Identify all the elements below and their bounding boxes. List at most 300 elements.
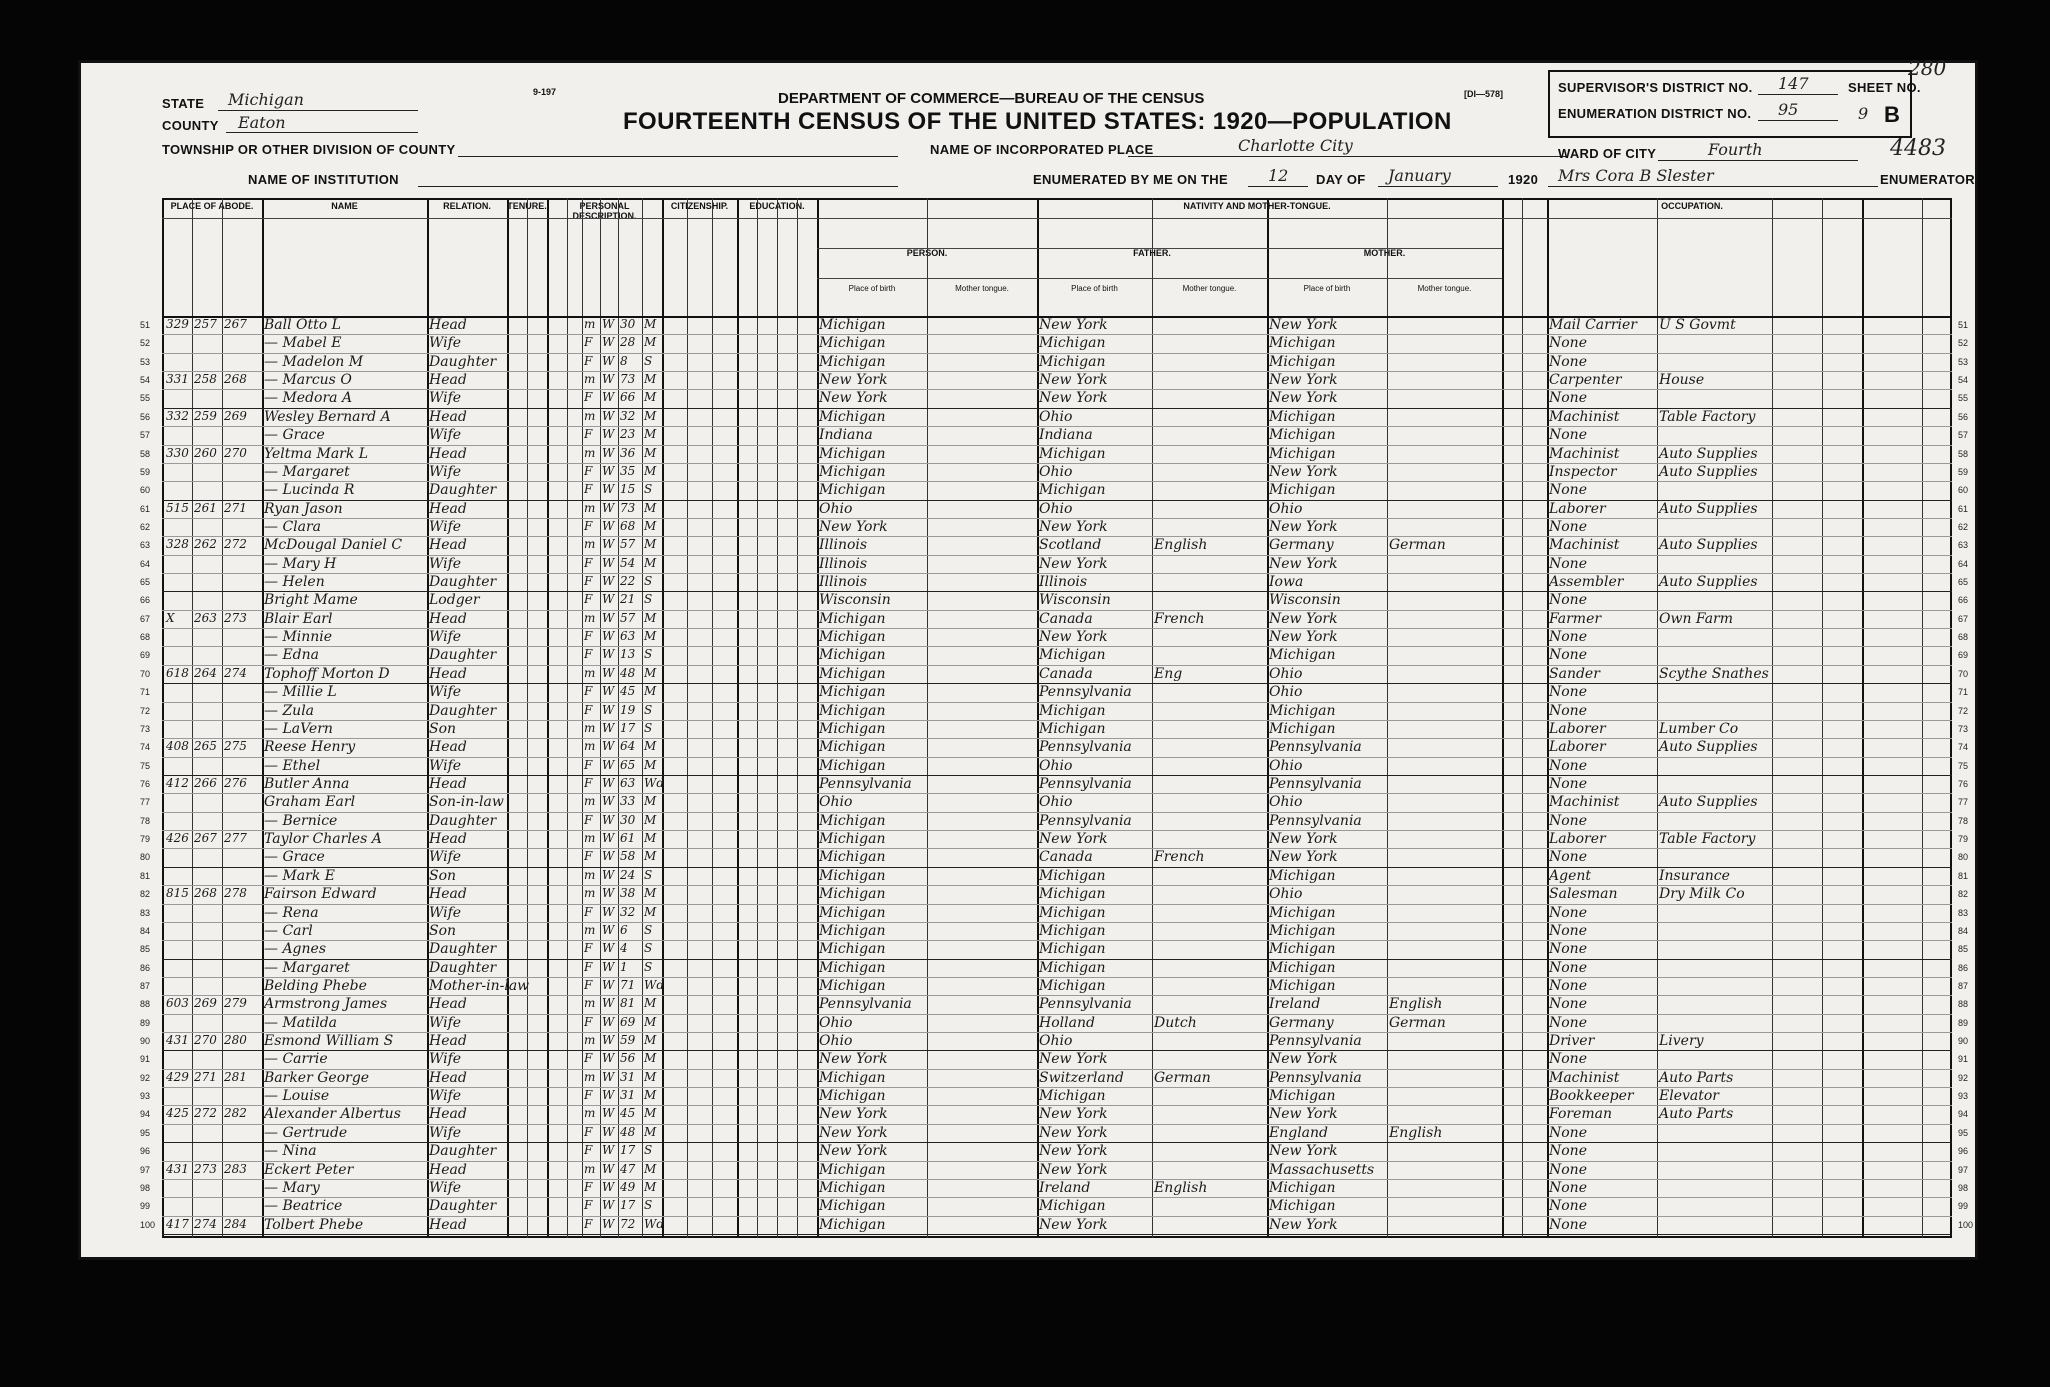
cell-mpob: England — [1269, 1124, 1329, 1141]
cell-occ: None — [1549, 390, 1587, 407]
cell-fam: 266 — [194, 776, 217, 790]
cell-pob: Michigan — [819, 922, 886, 939]
cell-fpob: Ohio — [1039, 757, 1073, 774]
cell-pob: Michigan — [819, 1088, 886, 1105]
cell-ind: Auto Supplies — [1659, 445, 1758, 462]
cell-fam: 262 — [194, 537, 217, 552]
cell-ms: S — [644, 941, 653, 956]
cell-fpob: Michigan — [1039, 922, 1106, 939]
cell-name: Ryan Jason — [264, 500, 343, 517]
cell-color: W — [602, 427, 615, 442]
line-number: 77 — [1958, 797, 1969, 808]
cell-age: 31 — [620, 1069, 636, 1084]
cell-age: 48 — [620, 665, 636, 680]
cell-fpob: New York — [1039, 372, 1108, 389]
cell-age: 38 — [620, 886, 636, 901]
cell-sex: F — [584, 1051, 593, 1066]
group-personal: PERSONAL DESCRIPTION. — [572, 201, 637, 221]
line-number: 70 — [140, 668, 151, 679]
cell-mpob: Ohio — [1269, 886, 1303, 903]
cell-ms: M — [644, 996, 657, 1011]
cell-fpob: Michigan — [1039, 867, 1106, 884]
cell-age: 73 — [620, 372, 636, 387]
cell-age: 19 — [620, 702, 636, 717]
cell-color: W — [602, 1198, 615, 1213]
line-number: 72 — [140, 705, 151, 716]
cell-pob: Michigan — [819, 684, 886, 701]
cell-fpob: Ohio — [1039, 408, 1073, 425]
cell-fpob: New York — [1039, 518, 1108, 535]
cell-fpob: Pennsylvania — [1039, 812, 1132, 829]
enumerator-label: ENUMERATOR — [1880, 172, 1975, 187]
cell-occ: None — [1549, 812, 1587, 829]
person-tongue-header: Mother tongue. — [955, 284, 1009, 293]
cell-ms: S — [644, 482, 653, 497]
stamp-page-number: 280 — [1908, 56, 1947, 80]
cell-name: Blair Earl — [264, 610, 333, 627]
line-number: 97 — [140, 1164, 151, 1175]
cell-ms: M — [644, 1051, 657, 1066]
cell-ind: Auto Supplies — [1659, 739, 1758, 756]
column-rule — [1772, 198, 1773, 1238]
cell-mpob: New York — [1269, 372, 1338, 389]
cell-fpob: Michigan — [1039, 977, 1106, 994]
line-number: 89 — [140, 1017, 151, 1028]
cell-pob: Indiana — [819, 427, 873, 444]
cell-occ: Machinist — [1549, 1069, 1620, 1086]
group-name: NAME — [331, 201, 358, 211]
cell-pob: Ohio — [819, 500, 853, 517]
line-number: 73 — [1958, 723, 1969, 734]
group-father: FATHER. — [1133, 248, 1171, 258]
county-label: COUNTY — [162, 118, 219, 133]
cell-color: W — [602, 1051, 615, 1066]
cell-fam: 270 — [194, 1033, 217, 1048]
cell-color: W — [602, 867, 615, 882]
mother-pob-header: Place of birth — [1303, 284, 1351, 293]
cell-age: 64 — [620, 739, 636, 754]
cell-ftongue: French — [1154, 610, 1205, 627]
cell-rel: Head — [429, 1069, 467, 1086]
cell-name: Fairson Edward — [264, 886, 377, 903]
line-number: 57 — [1958, 430, 1969, 441]
cell-mpob: Michigan — [1269, 904, 1336, 921]
line-number: 94 — [140, 1109, 151, 1120]
cell-dw: 331 — [166, 372, 189, 387]
cell-age: 4 — [620, 941, 628, 956]
cell-ms: Wd — [644, 1216, 665, 1231]
cell-color: W — [602, 317, 615, 331]
line-number: 96 — [140, 1146, 151, 1157]
cell-sex: m — [584, 610, 596, 625]
cell-rel: Daughter — [429, 1143, 497, 1160]
cell-fpob: Michigan — [1039, 702, 1106, 719]
cell-rel: Head — [429, 372, 467, 389]
cell-ms: M — [644, 408, 657, 423]
cell-occ: None — [1549, 1216, 1587, 1233]
ed-value: 95 — [1778, 100, 1799, 119]
line-number: 71 — [140, 687, 151, 698]
cell-vis: 275 — [224, 739, 247, 754]
cell-age: 32 — [620, 904, 636, 919]
cell-rel: Wife — [429, 555, 462, 572]
line-number: 85 — [1958, 944, 1969, 955]
line-number: 91 — [1958, 1054, 1969, 1065]
line-number: 83 — [140, 907, 151, 918]
cell-name: — Margaret — [264, 463, 350, 480]
cell-color: W — [602, 1088, 615, 1103]
cell-name: — Zula — [264, 702, 315, 719]
cell-rel: Lodger — [429, 592, 480, 609]
cell-name: — Margaret — [264, 959, 350, 976]
header-rule — [162, 218, 1952, 219]
cell-name: — Louise — [264, 1088, 330, 1105]
cell-sex: F — [584, 482, 593, 497]
cell-pob: Wisconsin — [819, 592, 891, 609]
cell-color: W — [602, 1106, 615, 1121]
cell-occ: Carpenter — [1549, 372, 1622, 389]
cell-fam: 264 — [194, 665, 217, 680]
census-sheet — [78, 56, 1978, 1260]
column-rule — [192, 198, 193, 1238]
cell-fam: 261 — [194, 500, 217, 515]
cell-occ: Laborer — [1549, 720, 1606, 737]
cell-color: W — [602, 996, 615, 1011]
cell-occ: None — [1549, 555, 1587, 572]
father-pob-header: Place of birth — [1071, 284, 1118, 293]
column-rule — [757, 198, 758, 1238]
cell-ind: Auto Parts — [1659, 1069, 1734, 1086]
cell-color: W — [602, 445, 615, 460]
cell-ind: Table Factory — [1659, 831, 1756, 848]
cell-fam: 273 — [194, 1161, 217, 1176]
column-rule — [687, 198, 688, 1238]
cell-rel: Son-in-law — [429, 794, 504, 811]
cell-ms: M — [644, 831, 657, 846]
cell-rel: Wife — [429, 1179, 462, 1196]
cell-age: 63 — [620, 629, 636, 644]
cell-color: W — [602, 1216, 615, 1231]
cell-sex: F — [584, 941, 593, 956]
cell-vis: 276 — [224, 776, 247, 790]
line-number: 100 — [1958, 1219, 1974, 1230]
cell-rel: Daughter — [429, 702, 497, 719]
line-number: 66 — [140, 595, 151, 606]
cell-fpob: Ohio — [1039, 463, 1073, 480]
father-tongue-header: Mother tongue. — [1182, 284, 1237, 293]
cell-sex: m — [584, 996, 596, 1011]
cell-name: Bright Mame — [264, 592, 358, 609]
cell-fam: 260 — [194, 445, 217, 460]
cell-fpob: Pennsylvania — [1039, 776, 1132, 792]
cell-pob: Michigan — [819, 702, 886, 719]
cell-mpob: Pennsylvania — [1269, 1033, 1362, 1050]
line-number: 64 — [1958, 558, 1969, 569]
cell-sex: F — [584, 1124, 593, 1139]
cell-sex: F — [584, 629, 593, 644]
cell-sex: m — [584, 665, 596, 680]
cell-mpob: Pennsylvania — [1269, 812, 1362, 829]
cell-name: Armstrong James — [264, 996, 388, 1013]
cell-name: — Edna — [264, 647, 319, 664]
cell-ind: Scythe Snathes — [1659, 665, 1769, 682]
cell-age: 30 — [620, 812, 636, 827]
line-number: 52 — [1958, 338, 1969, 349]
cell-fam: 265 — [194, 739, 217, 754]
line-number: 59 — [1958, 466, 1969, 477]
cell-ms: M — [644, 904, 657, 919]
cell-sex: F — [584, 335, 593, 350]
cell-age: 65 — [620, 757, 636, 772]
cell-mpob: Michigan — [1269, 959, 1336, 976]
cell-pob: Illinois — [819, 537, 868, 554]
cell-name: Butler Anna — [264, 776, 350, 792]
cell-color: W — [602, 647, 615, 662]
cell-occ: None — [1549, 518, 1587, 535]
cell-ms: S — [644, 1198, 653, 1213]
cell-rel: Wife — [429, 904, 462, 921]
cell-color: W — [602, 757, 615, 772]
cell-color: W — [602, 537, 615, 552]
supervisor-label: SUPERVISOR'S DISTRICT NO. — [1558, 80, 1753, 95]
county-underline — [226, 132, 418, 133]
cell-sex: m — [584, 408, 596, 423]
department-title: DEPARTMENT OF COMMERCE—BUREAU OF THE CENSUS — [778, 90, 1205, 107]
cell-age: 36 — [620, 445, 636, 460]
cell-mpob: New York — [1269, 555, 1338, 572]
cell-fpob: New York — [1039, 1161, 1108, 1178]
cell-pob: Michigan — [819, 1179, 886, 1196]
cell-fpob: Switzerland — [1039, 1069, 1124, 1086]
cell-age: 21 — [620, 592, 636, 607]
cell-color: W — [602, 684, 615, 699]
cell-color: W — [602, 739, 615, 754]
cell-ftongue: English — [1154, 1179, 1208, 1196]
cell-name: — Clara — [264, 518, 322, 535]
line-number: 74 — [1958, 742, 1969, 753]
cell-vis: 267 — [224, 317, 247, 331]
cell-age: 8 — [620, 353, 628, 368]
cell-fpob: New York — [1039, 555, 1108, 572]
header-rule — [817, 278, 1502, 279]
cell-age: 63 — [620, 776, 636, 790]
cell-age: 71 — [620, 977, 636, 992]
cell-ms: M — [644, 665, 657, 680]
cell-sex: m — [584, 794, 596, 809]
cell-age: 48 — [620, 1124, 636, 1139]
cell-pob: Michigan — [819, 886, 886, 903]
line-number: 56 — [1958, 411, 1969, 422]
cell-occ: Mail Carrier — [1549, 317, 1637, 333]
cell-mpob: Ohio — [1269, 665, 1303, 682]
column-rule — [547, 198, 549, 1238]
cell-age: 30 — [620, 317, 636, 331]
cell-pob: Michigan — [819, 720, 886, 737]
cell-rel: Head — [429, 445, 467, 462]
cell-ind: Auto Parts — [1659, 1106, 1734, 1123]
cell-name: Esmond William S — [264, 1033, 394, 1050]
line-number: 79 — [1958, 834, 1969, 845]
cell-pob: New York — [819, 1106, 888, 1123]
cell-color: W — [602, 555, 615, 570]
cell-occ: Machinist — [1549, 537, 1620, 554]
cell-rel: Head — [429, 996, 467, 1013]
cell-pob: Michigan — [819, 610, 886, 627]
cell-name: Belding Phebe — [264, 977, 367, 994]
cell-vis: 283 — [224, 1161, 247, 1176]
cell-mpob: Michigan — [1269, 647, 1336, 664]
cell-fpob: Pennsylvania — [1039, 684, 1132, 701]
cell-color: W — [602, 776, 615, 790]
cell-mpob: New York — [1269, 831, 1338, 848]
line-number: 74 — [140, 742, 151, 753]
line-number: 64 — [140, 558, 151, 569]
cell-fpob: Indiana — [1039, 427, 1093, 444]
cell-sex: F — [584, 959, 593, 974]
cell-ms: S — [644, 702, 653, 717]
line-number: 71 — [1958, 687, 1969, 698]
cell-age: 58 — [620, 849, 636, 864]
cell-color: W — [602, 463, 615, 478]
cell-name: — Ethel — [264, 757, 321, 774]
cell-fpob: Canada — [1039, 610, 1093, 627]
cell-mpob: Ireland — [1269, 996, 1321, 1013]
cell-fam: 268 — [194, 886, 217, 901]
cell-occ: None — [1549, 977, 1587, 994]
cell-occ: None — [1549, 427, 1587, 444]
cell-name: — Mark E — [264, 867, 335, 884]
line-number: 58 — [140, 448, 151, 459]
line-number: 95 — [140, 1127, 151, 1138]
cell-mpob: Ohio — [1269, 500, 1303, 517]
cell-rel: Head — [429, 739, 467, 756]
cell-name: Tolbert Phebe — [264, 1216, 364, 1233]
cell-sex: m — [584, 372, 596, 387]
cell-color: W — [602, 353, 615, 368]
line-number: 99 — [1958, 1201, 1969, 1212]
supervisor-value: 147 — [1778, 74, 1809, 93]
cell-sex: m — [584, 537, 596, 552]
cell-name: Graham Earl — [264, 794, 356, 811]
cell-ind: Lumber Co — [1659, 720, 1739, 737]
line-number: 86 — [140, 962, 151, 973]
cell-name: — Rena — [264, 904, 319, 921]
cell-name: — Nina — [264, 1143, 317, 1160]
cell-pob: Michigan — [819, 335, 886, 352]
cell-age: 31 — [620, 1088, 636, 1103]
cell-dw: 417 — [166, 1216, 189, 1231]
line-number: 93 — [1958, 1091, 1969, 1102]
cell-mtongue: German — [1389, 537, 1446, 554]
cell-sex: m — [584, 831, 596, 846]
line-number: 51 — [1958, 320, 1969, 330]
cell-pob: Michigan — [819, 739, 886, 756]
cell-age: 32 — [620, 408, 636, 423]
column-rule — [507, 198, 509, 1238]
cell-sex: F — [584, 1088, 593, 1103]
cell-color: W — [602, 592, 615, 607]
cell-mpob: Ohio — [1269, 684, 1303, 701]
cell-fpob: New York — [1039, 1106, 1108, 1123]
cell-rel: Head — [429, 1033, 467, 1050]
cell-ms: M — [644, 629, 657, 644]
line-number: 82 — [1958, 889, 1969, 900]
cell-age: 13 — [620, 647, 636, 662]
cell-color: W — [602, 849, 615, 864]
sheet-letter: B — [1884, 102, 1900, 127]
cell-mpob: New York — [1269, 317, 1338, 333]
enumerator-name: Mrs Cora B Slester — [1558, 166, 1714, 185]
cell-rel: Head — [429, 1216, 467, 1233]
cell-dw: 429 — [166, 1069, 189, 1084]
cell-pob: Michigan — [819, 353, 886, 370]
cell-age: 69 — [620, 1014, 636, 1029]
cell-rel: Wife — [429, 1051, 462, 1068]
cell-occ: Salesman — [1549, 886, 1618, 903]
cell-rel: Wife — [429, 1124, 462, 1141]
line-number: 97 — [1958, 1164, 1969, 1175]
cell-mpob: Michigan — [1269, 1179, 1336, 1196]
cell-name: Taylor Charles A — [264, 831, 382, 848]
cell-sex: F — [584, 647, 593, 662]
cell-pob: Pennsylvania — [819, 996, 912, 1013]
column-rule — [1862, 198, 1864, 1238]
cell-pob: Illinois — [819, 574, 868, 591]
column-rule — [527, 198, 528, 1238]
cell-color: W — [602, 482, 615, 497]
cell-ms: M — [644, 555, 657, 570]
cell-vis: 268 — [224, 372, 247, 387]
column-rule — [1387, 198, 1388, 1238]
cell-pob: Michigan — [819, 463, 886, 480]
cell-vis: 273 — [224, 610, 247, 625]
cell-rel: Daughter — [429, 941, 497, 958]
cell-age: 1 — [620, 959, 628, 974]
cell-dw: 431 — [166, 1033, 189, 1048]
mother-tongue-header: Mother tongue. — [1417, 284, 1472, 293]
cell-color: W — [602, 702, 615, 717]
cell-sex: m — [584, 1106, 596, 1121]
line-number: 70 — [1958, 668, 1969, 679]
group-person: PERSON. — [906, 248, 948, 258]
cell-pob: Michigan — [819, 408, 886, 425]
cell-occ: Agent — [1549, 867, 1591, 884]
cell-age: 68 — [620, 518, 636, 533]
cell-occ: None — [1549, 996, 1587, 1013]
cell-dw: X — [166, 610, 175, 625]
cell-fam: 274 — [194, 1216, 217, 1231]
cell-fpob: Canada — [1039, 665, 1093, 682]
line-number: 65 — [1958, 577, 1969, 588]
cell-ms: M — [644, 1033, 657, 1048]
form-code: [DI—578] — [1464, 89, 1504, 99]
cell-pob: Michigan — [819, 904, 886, 921]
group-education: EDUCATION. — [749, 201, 805, 211]
cell-age: 33 — [620, 794, 636, 809]
cell-ms: S — [644, 959, 653, 974]
cell-name: — Lucinda R — [264, 482, 355, 499]
cell-fpob: Pennsylvania — [1039, 739, 1132, 756]
cell-age: 73 — [620, 500, 636, 515]
cell-mpob: Michigan — [1269, 445, 1336, 462]
cell-sex: m — [584, 1069, 596, 1084]
cell-name: Alexander Albertus — [264, 1106, 401, 1123]
month-underline — [1378, 186, 1498, 187]
cell-dw: 412 — [166, 776, 189, 790]
cell-color: W — [602, 1033, 615, 1048]
cell-mpob: Michigan — [1269, 482, 1336, 499]
cell-fpob: New York — [1039, 1124, 1108, 1141]
